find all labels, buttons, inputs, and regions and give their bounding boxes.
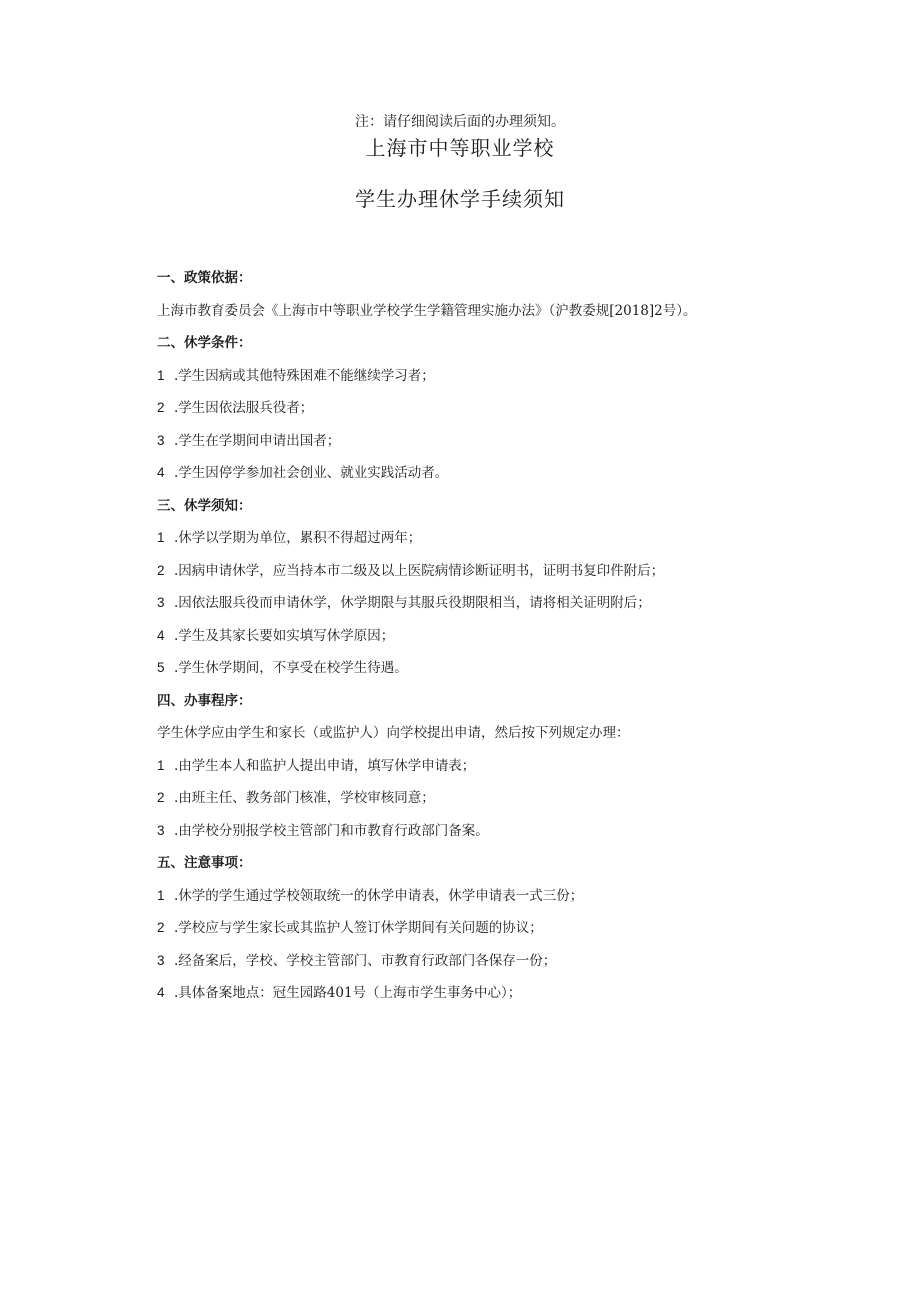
item-text: .由学生本人和监护人提出申请，填写休学申请表； xyxy=(174,757,476,774)
section-heading: 一、政策依据： xyxy=(157,270,252,286)
document-body xyxy=(157,262,857,1010)
item-number: 5 xyxy=(157,660,165,675)
item-text: .学生及其家长要如实填写休学原因； xyxy=(174,627,395,644)
item-text: .因病申请休学，应当持本市二级及以上医院病情诊断证明书，证明书复印件附后； xyxy=(174,562,665,579)
item-number: 3 xyxy=(157,822,165,838)
section-procedure xyxy=(157,685,857,848)
item-number: 1 xyxy=(157,367,165,383)
reading-note: 注：请仔细阅读后面的办理须知。 xyxy=(355,114,565,130)
list-item xyxy=(157,945,857,978)
list-item xyxy=(157,555,857,588)
item-number: 2 xyxy=(157,920,165,935)
item-number: 2 xyxy=(157,400,165,415)
item-text: .经备案后，学校、学校主管部门、市教育行政部门各保存一份； xyxy=(174,952,557,969)
item-number: 4 xyxy=(157,465,165,480)
section-suspension-conditions xyxy=(157,327,857,490)
list-item xyxy=(157,977,857,1010)
item-number: 2 xyxy=(157,562,165,578)
list-item xyxy=(157,620,857,653)
item-text: .休学的学生通过学校领取统一的休学申请表，休学申请表一式三份； xyxy=(174,887,584,904)
list-item xyxy=(157,815,857,848)
list-item xyxy=(157,522,857,555)
item-text: .学生因病或其他特殊困难不能继续学习者； xyxy=(174,367,435,384)
item-text: .学校应与学生家长或其监护人签订休学期间有关问题的协议； xyxy=(174,920,543,936)
item-number: 3 xyxy=(157,952,165,968)
list-item xyxy=(157,360,857,393)
item-number: 1 xyxy=(157,530,165,545)
list-item xyxy=(157,457,857,490)
section-heading: 三、休学须知： xyxy=(157,497,252,514)
section-heading: 二、休学条件： xyxy=(157,335,252,351)
item-text: .具体备案地点：冠生园路401号（上海市学生事务中心）； xyxy=(174,985,522,1001)
document-title-school: 上海市中等职业学校 xyxy=(365,136,555,160)
section-intro: 上海市教育委员会《上海市中等职业学校学生学籍管理实施办法》（沪教委规[2018]2号）。 xyxy=(157,302,697,319)
list-item xyxy=(157,652,857,685)
item-number: 3 xyxy=(157,432,165,448)
item-number: 4 xyxy=(157,627,165,643)
item-text: .由学校分别报学校主管部门和市教育行政部门备案。 xyxy=(174,822,489,839)
document-title-notice: 学生办理休学手续须知 xyxy=(355,187,565,211)
item-text: .由班主任、教务部门核准，学校审核同意； xyxy=(174,790,435,806)
item-number: 2 xyxy=(157,790,165,805)
item-text: .学生在学期间申请出国者； xyxy=(174,432,341,449)
item-text: .因依法服兵役而申请休学，休学期限与其服兵役期限相当，请将相关证明附后； xyxy=(174,595,651,611)
list-item xyxy=(157,392,857,425)
item-number: 1 xyxy=(157,887,165,903)
list-item xyxy=(157,912,857,945)
item-number: 1 xyxy=(157,757,165,773)
section-suspension-notice xyxy=(157,490,857,685)
list-item xyxy=(157,587,857,620)
list-item xyxy=(157,750,857,783)
item-text: .学生因依法服兵役者； xyxy=(174,400,314,416)
section-policy-basis xyxy=(157,262,857,327)
section-precautions xyxy=(157,847,857,1010)
section-heading: 五、注意事项： xyxy=(157,855,252,871)
list-item xyxy=(157,782,857,815)
item-number: 3 xyxy=(157,595,165,610)
item-text: .学生因停学参加社会创业、就业实践活动者。 xyxy=(174,465,449,481)
item-text: .休学以学期为单位，累积不得超过两年； xyxy=(174,530,422,546)
list-item xyxy=(157,425,857,458)
section-heading: 四、办事程序： xyxy=(157,692,252,709)
list-item xyxy=(157,880,857,913)
item-text: .学生休学期间，不享受在校学生待遇。 xyxy=(174,660,408,676)
item-number: 4 xyxy=(157,985,165,1000)
section-intro: 学生休学应由学生和家长（或监护人）向学校提出申请，然后按下列规定办理： xyxy=(157,725,630,741)
